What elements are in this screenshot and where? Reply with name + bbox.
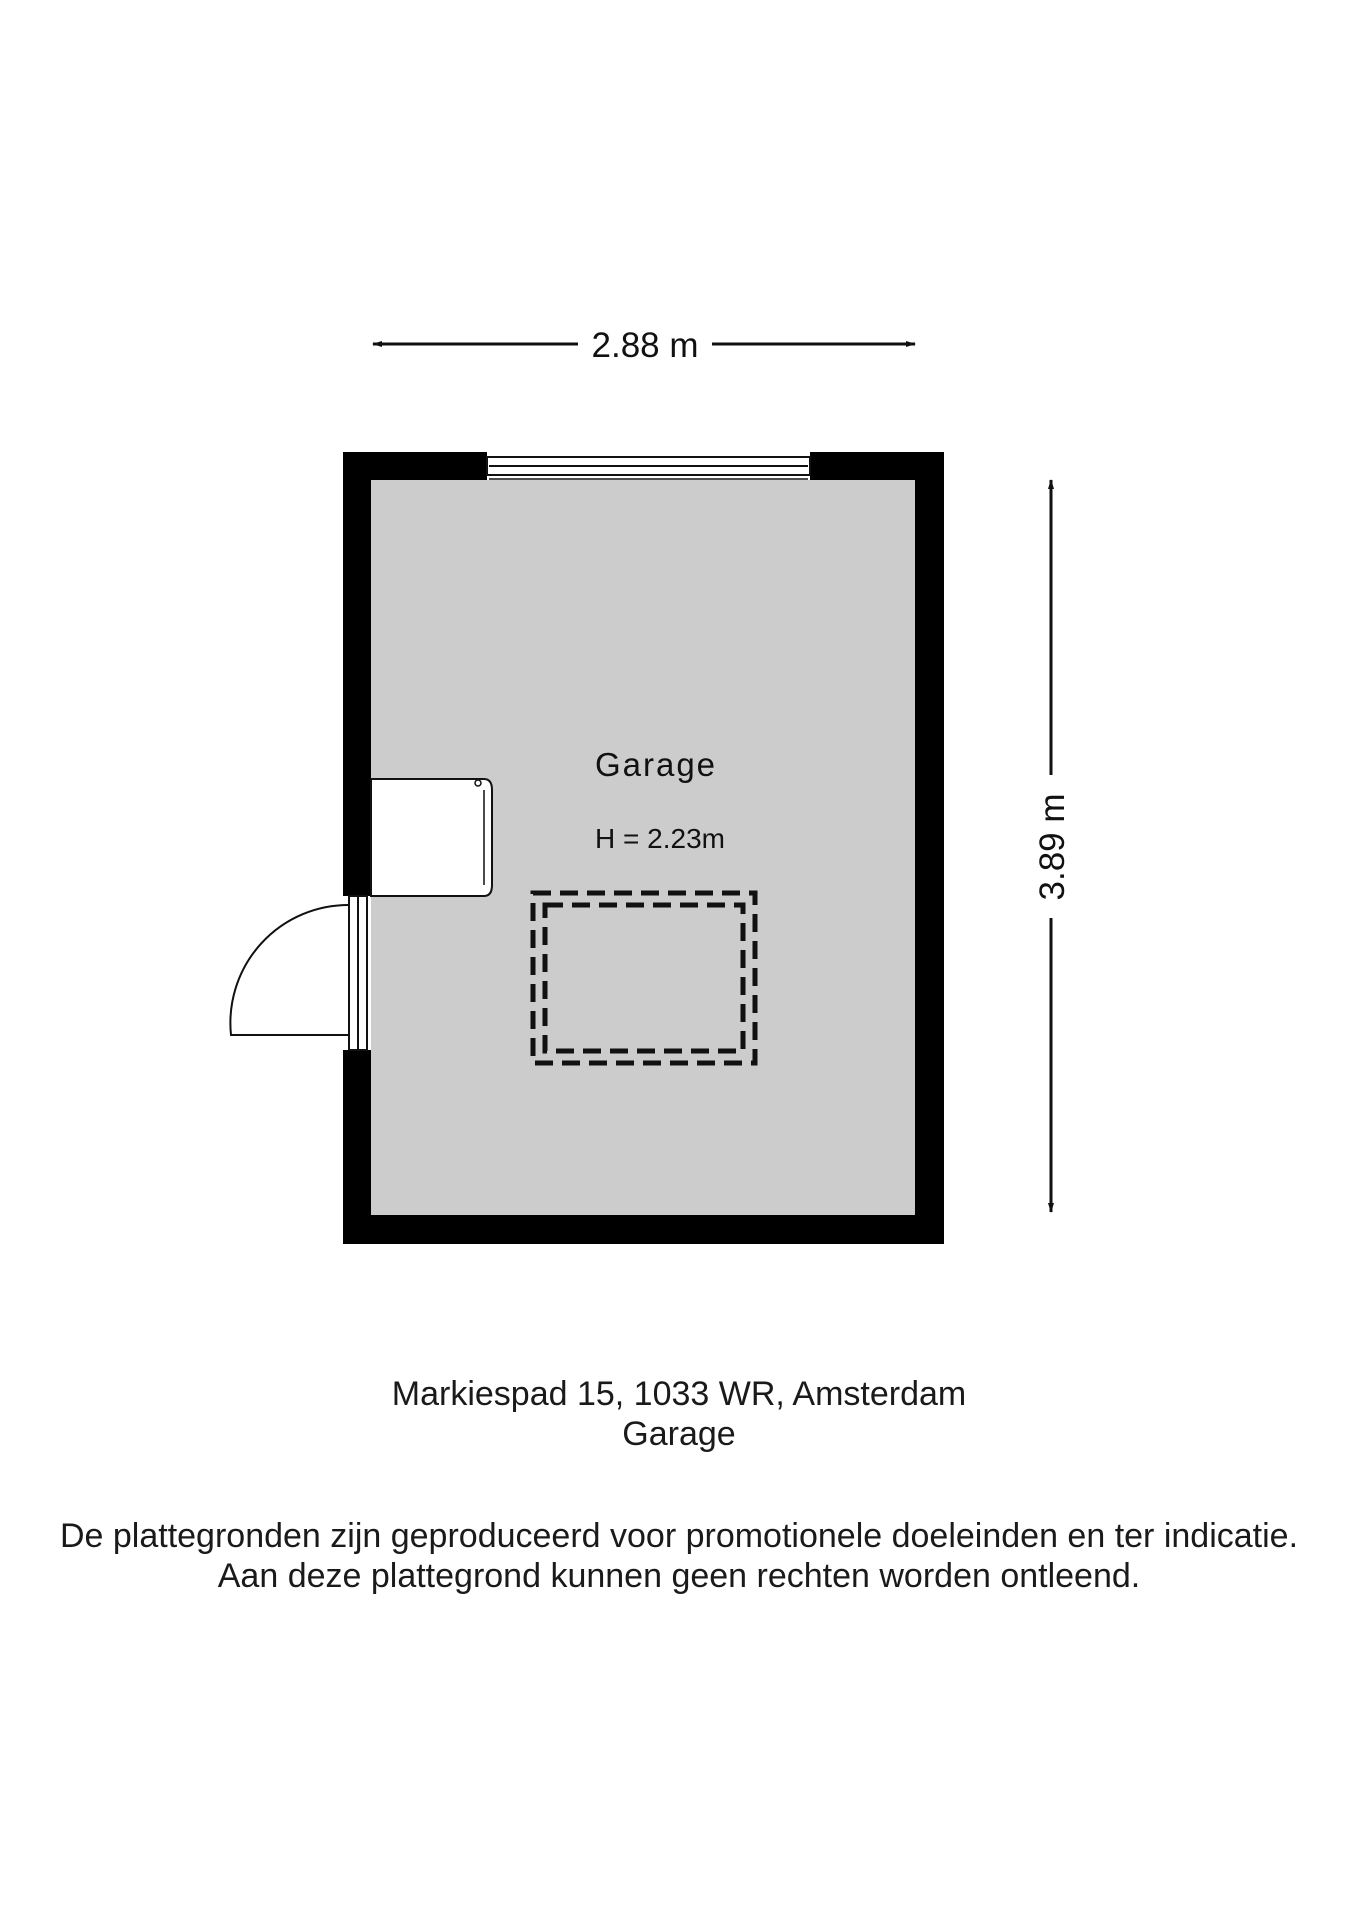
wall-cabinet-knob [475, 780, 481, 786]
top-window [487, 457, 810, 479]
wall-left-lower [343, 1050, 371, 1244]
address-block [0, 1374, 1358, 1454]
disclaimer-line-2: Aan deze plattegrond kunnen geen rechten worden ontleend. [217, 1557, 1141, 1595]
ceiling-height-label: H = 2.23m [595, 823, 725, 854]
wall-cabinet-outline [371, 779, 492, 896]
address-line: Markiespad 15, 1033 WR, Amsterdam [391, 1375, 967, 1413]
depth-dimension-label: 3.89 m [1033, 793, 1072, 901]
wall-right [915, 452, 944, 1244]
room-label: Garage [594, 746, 718, 783]
wall-cabinet [371, 779, 492, 896]
entry-door [230, 896, 367, 1050]
door-swing-arc [230, 905, 349, 1035]
width-dimension-label: 2.88 m [591, 326, 699, 365]
wall-left-upper [343, 452, 371, 896]
wall-bottom [343, 1215, 944, 1244]
depth-dimension [1033, 480, 1072, 1212]
disclaimer-block [0, 1516, 1358, 1596]
width-dimension [373, 326, 915, 365]
disclaimer-line-1: De plattegronden zijn geproduceerd voor promotionele doeleinden en ter indicatie. [59, 1517, 1299, 1555]
floor-name: Garage [622, 1415, 736, 1453]
